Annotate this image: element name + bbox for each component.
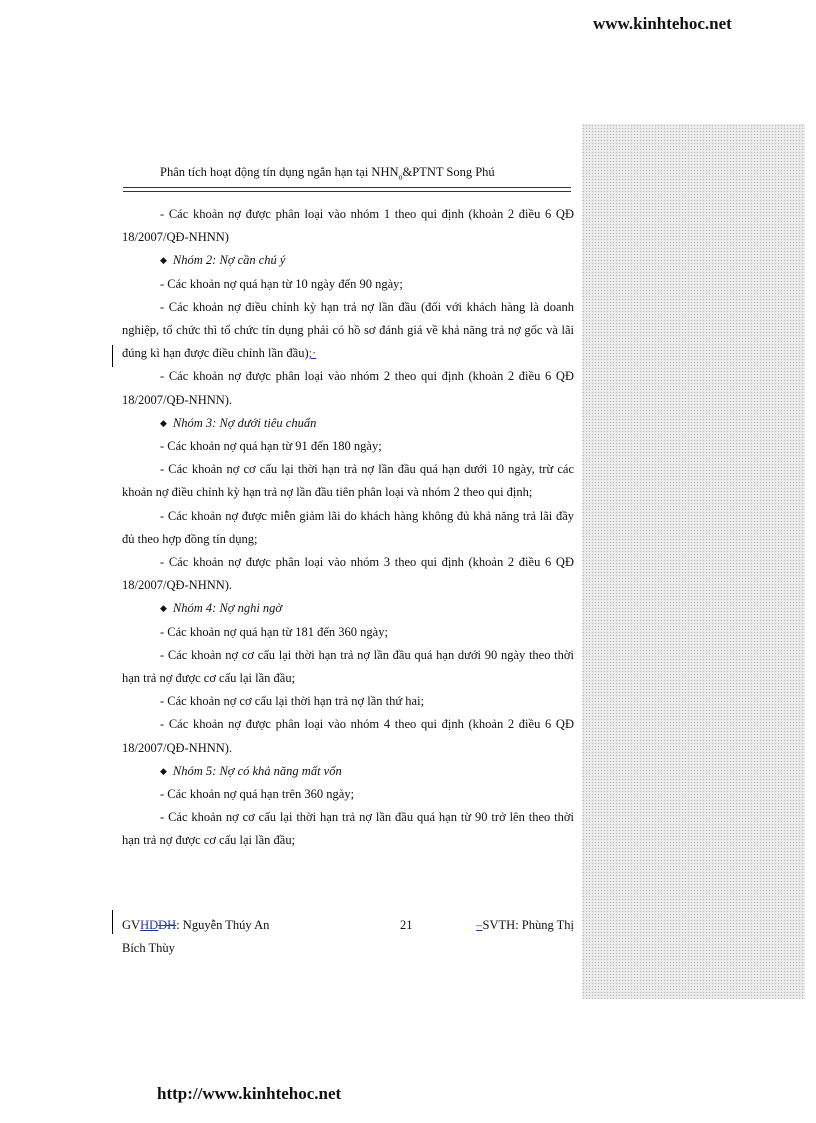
document-body xyxy=(122,203,574,853)
inserted-text[interactable]: HD xyxy=(140,918,159,932)
paragraph: - Các khoản nợ cơ cấu lại thời hạn trả nợ lần đầu quá hạn từ 90 trở lên theo thời hạn trả nợ được cơ cấu lại lần đầu; xyxy=(122,810,574,848)
deleted-text[interactable]: DH xyxy=(158,918,177,932)
paragraph: - Các khoản nợ điều chỉnh kỳ hạn trả nợ lần đầu (đối với khách hàng là doanh nghiệp, tổ chức thì tổ chức tín dụng phải có hồ sơ đánh giá về khả năng trả nợ gốc và lãi đúng kì hạn được điều chỉnh lần đầu);· xyxy=(122,299,574,361)
paragraph: - Các khoản nợ cơ cấu lại thời hạn trả nợ lần thứ hai; xyxy=(160,694,425,709)
group-heading-2: ◆ Nhóm 2: Nợ cần chú ý xyxy=(160,253,286,268)
paragraph: - Các khoản nợ được miễn giảm lãi do khách hàng không đủ khả năng trả lãi đầy đủ theo hợp đồng tín dụng; xyxy=(122,508,574,546)
track-change-mark[interactable]: ;· xyxy=(308,346,317,361)
paragraph: - Các khoản nợ được phân loại vào nhóm 1 theo qui định (khoản 2 điều 6 QĐ 18/2007/QĐ-NHNN) xyxy=(122,207,574,245)
footer-student-cont: Bích Thùy xyxy=(122,941,175,955)
change-bar xyxy=(112,910,113,934)
site-url-top[interactable]: www.kinhtehoc.net xyxy=(593,14,732,33)
change-bar xyxy=(112,345,113,367)
group-heading-4: ◆ Nhóm 4: Nợ nghi ngờ xyxy=(160,601,283,616)
diamond-bullet-icon: ◆ xyxy=(160,765,167,776)
paragraph: - Các khoản nợ quá hạn từ 181 đến 360 ngày; xyxy=(160,624,388,639)
diamond-bullet-icon: ◆ xyxy=(160,417,167,428)
site-url-bottom[interactable]: http://www.kinhtehoc.net xyxy=(157,1084,342,1103)
paragraph: - Các khoản nợ được phân loại vào nhóm 4 theo qui định (khoản 2 điều 6 QĐ 18/2007/QĐ-NHNN). xyxy=(122,717,574,755)
paragraph: - Các khoản nợ quá hạn trên 360 ngày; xyxy=(160,787,355,802)
header-title-sub: o xyxy=(398,172,403,182)
group-heading-5: ◆ Nhóm 5: Nợ có khả năng mất vốn xyxy=(160,763,342,778)
diamond-bullet-icon: ◆ xyxy=(160,603,167,614)
paragraph: - Các khoản nợ được phân loại vào nhóm 3 theo qui định (khoản 2 điều 6 QĐ 18/2007/QĐ-NHNN). xyxy=(122,555,574,593)
page-number: 21 xyxy=(400,918,413,932)
paragraph: - Các khoản nợ quá hạn từ 91 đến 180 ngày; xyxy=(160,439,382,454)
paragraph: - Các khoản nợ cơ cấu lại thời hạn trả nợ lần đầu quá hạn dưới 10 ngày, trừ các khoản nợ điều chỉnh kỳ hạn trả nợ lần đầu tiên phân loại và nhóm 2 theo qui định; xyxy=(122,462,574,500)
comment-margin-pane xyxy=(582,124,805,999)
footer-student: –SVTH: Phùng Thị xyxy=(476,918,574,932)
group-heading-3: ◆ Nhóm 3: Nợ dưới tiêu chuẩn xyxy=(160,415,317,430)
paragraph: - Các khoản nợ cơ cấu lại thời hạn trả nợ lần đầu quá hạn dưới 90 ngày theo thời hạn trả nợ được cơ cấu lại lần đầu; xyxy=(122,647,574,686)
paragraph: - Các khoản nợ được phân loại vào nhóm 2 theo qui định (khoản 2 điều 6 QĐ 18/2007/QĐ-NHNN). xyxy=(122,369,574,407)
header-double-rule xyxy=(123,187,571,192)
paragraph: - Các khoản nợ quá hạn từ 10 ngày đến 90 ngày; xyxy=(160,276,403,291)
footer-instructor: GVHDDH: Nguyễn Thúy An xyxy=(122,918,270,932)
page-header xyxy=(160,165,495,182)
header-title-post: &PTNT Song Phú xyxy=(402,165,495,179)
page-footer xyxy=(122,914,574,960)
header-title-pre: Phân tích hoạt động tín dụng ngắn hạn tại NHN xyxy=(160,165,399,179)
diamond-bullet-icon: ◆ xyxy=(160,255,167,266)
